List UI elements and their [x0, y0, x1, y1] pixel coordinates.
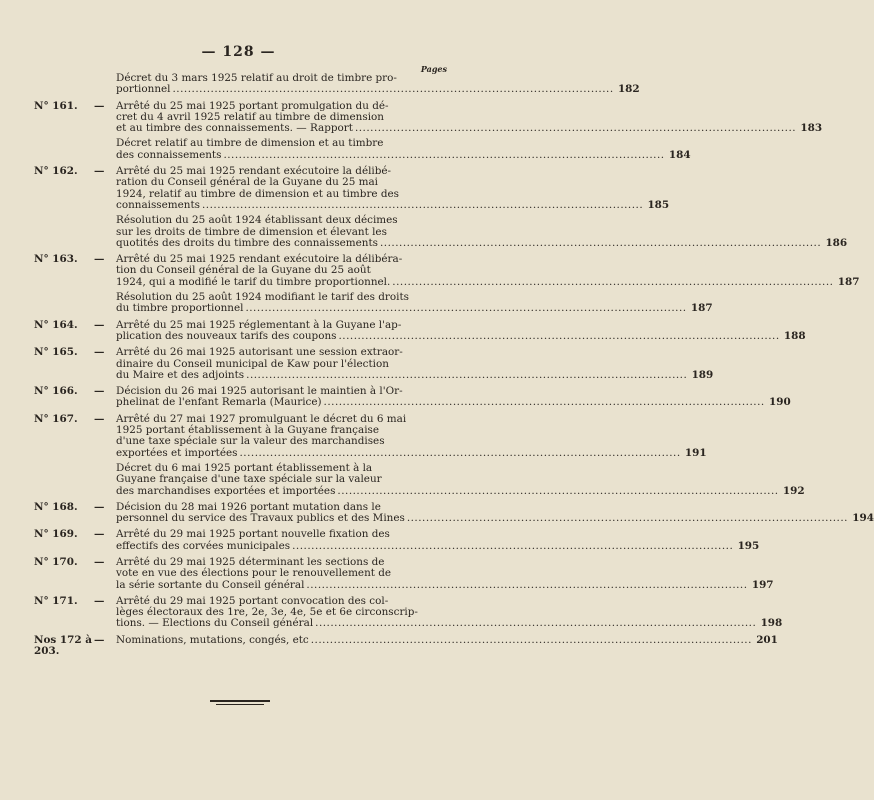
- entry-number: [24, 215, 116, 249]
- entry-number: [24, 138, 116, 161]
- entry-line-text: Arrêté du 29 mai 1925 déterminant les sections de: [116, 555, 385, 568]
- entry-number: [24, 166, 116, 211]
- entry-text: [116, 292, 713, 315]
- entry-line: [116, 200, 669, 211]
- entry-line-text: Résolution du 25 août 1924 établissant deux décimes: [116, 214, 398, 227]
- leader-dots: [311, 635, 752, 646]
- index-entries: [24, 72, 874, 658]
- closing-rule-thin: [216, 704, 264, 705]
- entry-text: [116, 254, 859, 288]
- leader-dots: [239, 448, 680, 459]
- entry-line-text: la série sortante du Conseil général: [116, 578, 305, 591]
- entry-page-number: 186: [825, 236, 848, 249]
- entry-number: [24, 596, 116, 630]
- leader-dots: [315, 618, 756, 629]
- entry-number-label: Nos 172 à 203.: [34, 633, 92, 658]
- entry-line-text: effectifs des corvées municipales: [116, 539, 291, 552]
- entry-line: [116, 303, 713, 314]
- leader-dots: [407, 513, 848, 524]
- entry-line-text: lèges électoraux des 1re, 2e, 3e, 4e, 5e et 6e circonscrip-: [116, 606, 418, 619]
- entry-dash: —: [94, 346, 105, 359]
- entry-number-label: N° 166.: [34, 385, 78, 398]
- entry-line-text: Arrêté du 25 mai 1925 rendant exécutoire la délibé-: [116, 165, 392, 178]
- entry-dash: —: [94, 633, 105, 646]
- entry-page-number: 195: [737, 539, 760, 552]
- entry-line-text: Guyane française d'une taxe spéciale sur la valeur: [116, 473, 382, 486]
- entry-number-label: N° 164.: [34, 318, 78, 331]
- entry-line-text: Arrêté du 25 mai 1925 réglementant à la Guyane l'ap-: [116, 318, 402, 331]
- entry-line-text: Décret relatif au timbre de dimension et au timbre: [116, 137, 384, 150]
- entry-line: [116, 150, 691, 161]
- entry-number: [24, 386, 116, 409]
- leader-dots: [338, 331, 779, 342]
- index-entry: [24, 253, 860, 288]
- entry-number-label: N° 162.: [34, 165, 78, 178]
- entry-line: [116, 238, 847, 249]
- entry-line: [116, 486, 805, 497]
- entry-line-text: Arrêté du 29 mai 1925 portant nouvelle fixation des: [116, 528, 390, 541]
- entry-number: [24, 463, 116, 497]
- entry-line: [116, 513, 874, 524]
- entry-number: [24, 254, 116, 288]
- entry-line: [116, 277, 859, 288]
- index-entry: [24, 412, 707, 459]
- leader-dots: [392, 277, 833, 288]
- leader-dots: [306, 580, 747, 591]
- entry-line-text: Arrêté du 26 mai 1925 autorisant une session extraor-: [116, 346, 403, 359]
- entry-line-text: cret du 4 avril 1925 relatif au timbre de dimension: [116, 110, 384, 123]
- entry-line: [116, 436, 707, 447]
- entry-line-text: 1925 portant établissement à la Guyane française: [116, 424, 380, 437]
- entry-line-text: des marchandises exportées et importées: [116, 484, 336, 497]
- entry-number: [24, 414, 116, 459]
- entry-text: [116, 386, 791, 409]
- entry-line: [116, 215, 847, 226]
- entry-text: [116, 320, 806, 343]
- entry-number: [24, 502, 116, 525]
- entry-line-text: tions. — Elections du Conseil général: [116, 617, 314, 630]
- entry-line-text: personnel du service des Travaux publics et des Mines: [116, 512, 405, 525]
- entry-text: [116, 215, 847, 249]
- entry-line-text: sur les droits de timbre de dimension et élevant les: [116, 225, 387, 238]
- index-entry: [24, 528, 760, 552]
- entry-line: [116, 123, 822, 134]
- entry-text: [116, 502, 874, 525]
- entry-text: [116, 596, 782, 630]
- index-entry: [24, 291, 713, 315]
- entry-text: [116, 166, 669, 211]
- entry-line: [116, 529, 759, 540]
- entry-number: [24, 292, 116, 315]
- entry-line-text: ration du Conseil général de la Guyane du 25 mai: [116, 176, 378, 189]
- entry-dash: —: [94, 412, 105, 425]
- entry-line-text: tion du Conseil général de la Guyane du 25 août: [116, 264, 371, 277]
- entry-number-label: N° 169.: [34, 528, 78, 541]
- entry-line-text: vote en vue des élections pour le renouvellement de: [116, 567, 392, 580]
- entry-text: [116, 529, 759, 552]
- entry-number-label: N° 165.: [34, 346, 78, 359]
- index-entry: [24, 137, 691, 161]
- closing-rule: [210, 700, 270, 702]
- entry-line: [116, 618, 782, 629]
- entry-number: [24, 347, 116, 381]
- entry-line-text: portionnel: [116, 83, 171, 96]
- entry-page-number: 198: [760, 617, 783, 630]
- entry-text: [116, 73, 640, 96]
- entry-line: [116, 541, 759, 552]
- index-entry: [24, 99, 823, 135]
- entry-line-text: 1924, relatif au timbre de dimension et au timbre des: [116, 187, 399, 200]
- entry-text: [116, 557, 774, 591]
- index-entry: [24, 500, 874, 525]
- entry-line-text: quotités des droits du timbre des connaissements: [116, 236, 378, 249]
- entry-dash: —: [94, 165, 105, 178]
- entry-line-text: Résolution du 25 août 1924 modifiant le tarif des droits: [116, 291, 409, 304]
- entry-dash: —: [94, 594, 105, 607]
- index-entry: [24, 72, 640, 96]
- entry-page-number: 189: [691, 368, 714, 381]
- entry-dash: —: [94, 385, 105, 398]
- entry-line-text: phelinat de l'enfant Remarla (Maurice): [116, 396, 322, 409]
- page-number: — 128 —: [201, 44, 276, 60]
- entry-dash: —: [94, 555, 105, 568]
- index-entry: [24, 555, 774, 591]
- leader-dots: [337, 486, 778, 497]
- entry-page-number: 192: [782, 484, 805, 497]
- entry-page-number: 201: [756, 633, 778, 646]
- entry-page-number: 184: [668, 148, 691, 161]
- entry-page-number: 187: [837, 275, 860, 288]
- entry-page-number: 197: [751, 578, 774, 591]
- entry-line: [116, 331, 806, 342]
- pages-column-label: Pages: [420, 64, 447, 74]
- entry-number: [24, 633, 116, 658]
- leader-dots: [380, 238, 821, 249]
- entry-line-text: Arrêté du 25 mai 1925 rendant exécutoire la délibéra-: [116, 253, 403, 266]
- entry-line-text: 1924, qui a modifié le tarif du timbre proportionnel.: [116, 275, 391, 288]
- entry-text: [116, 138, 691, 161]
- entry-page-number: 188: [783, 329, 806, 342]
- entry-line: [116, 635, 778, 646]
- entry-line: [116, 177, 669, 188]
- entry-line: [116, 347, 713, 358]
- entry-line: [116, 370, 713, 381]
- leader-dots: [202, 200, 643, 211]
- entry-line: [116, 474, 805, 485]
- entry-line-text: plication des nouveaux tarifs des coupons: [116, 329, 337, 342]
- entry-text: [116, 101, 822, 135]
- entry-line-text: Nominations, mutations, congés, etc: [116, 633, 309, 646]
- entry-text: [116, 347, 713, 381]
- entry-number: [24, 320, 116, 343]
- index-entry: [24, 594, 783, 630]
- leader-dots: [355, 123, 796, 134]
- entry-dash: —: [94, 99, 105, 112]
- entry-line: [116, 448, 707, 459]
- index-entry: [24, 461, 805, 497]
- entry-number-label: N° 168.: [34, 500, 78, 513]
- entry-number: [24, 73, 116, 96]
- entry-page-number: 191: [684, 446, 707, 459]
- entry-line: [116, 84, 640, 95]
- entry-line-text: du timbre proportionnel: [116, 302, 244, 315]
- entry-number: [24, 557, 116, 591]
- entry-line: [116, 568, 774, 579]
- leader-dots: [246, 370, 687, 381]
- entry-page-number: 182: [617, 83, 640, 96]
- entry-page-number: 190: [768, 396, 791, 409]
- entry-page-number: 185: [647, 198, 670, 211]
- entry-dash: —: [94, 500, 105, 513]
- entry-line-text: Arrêté du 27 mai 1927 promulguant le décret du 6 mai: [116, 412, 407, 425]
- index-entry: [24, 385, 791, 409]
- leader-dots: [173, 84, 614, 95]
- entry-line-text: d'une taxe spéciale sur la valeur des marchandises: [116, 435, 385, 448]
- entry-number-label: N° 171.: [34, 594, 78, 607]
- entry-text: [116, 414, 707, 459]
- entry-line-text: du Maire et des adjoints: [116, 368, 245, 381]
- entry-dash: —: [94, 253, 105, 266]
- entry-line-text: exportées et importées: [116, 446, 238, 459]
- entry-number-label: N° 161.: [34, 99, 78, 112]
- entry-page-number: 194: [852, 512, 874, 525]
- entry-number: [24, 529, 116, 552]
- entry-number-label: N° 167.: [34, 412, 78, 425]
- entry-line-text: Décision du 26 mai 1925 autorisant le maintien à l'Or-: [116, 385, 403, 398]
- index-entry: [24, 633, 778, 658]
- entry-line-text: Arrêté du 29 mai 1925 portant convocation des col-: [116, 594, 389, 607]
- index-entry: [24, 214, 848, 249]
- index-entry: [24, 318, 806, 343]
- entry-dash: —: [94, 528, 105, 541]
- leader-dots: [292, 541, 733, 552]
- entry-line: [116, 397, 791, 408]
- entry-number-label: N° 170.: [34, 555, 78, 568]
- entry-page-number: 183: [800, 122, 823, 135]
- entry-text: [116, 635, 778, 646]
- index-entry: [24, 165, 670, 211]
- entry-line-text: et au timbre des connaissements. — Rapport: [116, 122, 353, 135]
- entry-line: [116, 580, 774, 591]
- entry-line-text: Décision du 28 mai 1926 portant mutation dans le: [116, 500, 381, 513]
- entry-page-number: 187: [690, 302, 713, 315]
- entry-line-text: Décret du 3 mars 1925 relatif au droit de timbre pro-: [116, 72, 397, 84]
- entry-number: [24, 101, 116, 135]
- leader-dots: [324, 397, 765, 408]
- entry-line-text: des connaissements: [116, 148, 222, 161]
- leader-dots: [245, 303, 686, 314]
- entry-line-text: Décret du 6 mai 1925 portant établissement à la: [116, 461, 373, 474]
- entry-dash: —: [94, 318, 105, 331]
- entry-number-label: N° 163.: [34, 253, 78, 266]
- index-entry: [24, 346, 714, 381]
- leader-dots: [223, 150, 664, 161]
- entry-text: [116, 463, 805, 497]
- entry-line-text: connaissements: [116, 198, 200, 211]
- entry-line-text: Arrêté du 25 mai 1925 portant promulgation du dé-: [116, 99, 389, 112]
- entry-line-text: dinaire du Conseil municipal de Kaw pour l'élection: [116, 357, 389, 370]
